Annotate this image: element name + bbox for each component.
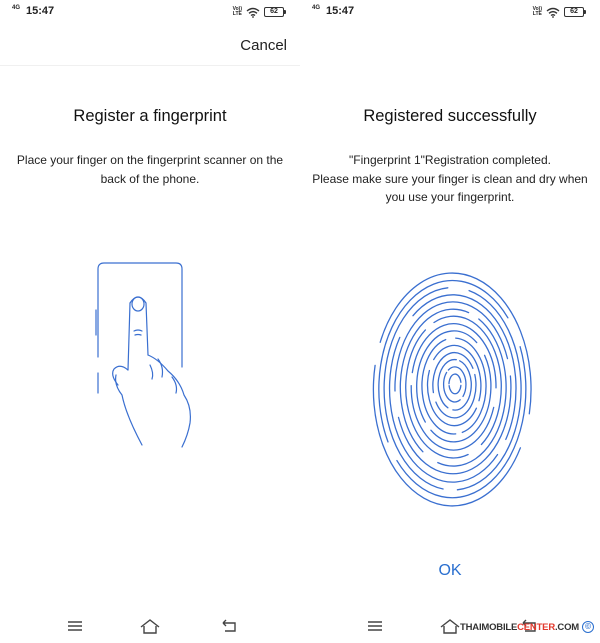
copyright-icon: © xyxy=(582,621,594,633)
back-icon[interactable] xyxy=(218,617,240,635)
home-icon[interactable] xyxy=(439,617,461,635)
battery-icon xyxy=(264,7,286,17)
watermark-part3: .COM xyxy=(554,621,579,633)
status-bar xyxy=(0,0,300,24)
page-title: Register a fingerprint xyxy=(73,107,227,125)
menu-icon[interactable] xyxy=(364,617,386,635)
success-message-line1: "Fingerprint 1"Registration completed. xyxy=(349,153,551,167)
instruction-text: Place your finger on the fingerprint scanner on the back of the phone. xyxy=(16,153,284,186)
volte-icon: Vo)) LTE xyxy=(232,6,242,17)
success-message-line2: Please make sure your finger is clean and dry when you use your fingerprint. xyxy=(312,171,588,204)
fingerprint-icon xyxy=(372,270,532,510)
top-bar xyxy=(0,24,300,66)
network-indicator: 4G xyxy=(312,5,321,11)
volte-icon: Vo)) LTE xyxy=(532,6,542,17)
registration-success-screen xyxy=(300,0,600,643)
status-bar xyxy=(300,0,600,24)
page-title: Registered successfully xyxy=(363,107,537,125)
battery-icon xyxy=(564,7,586,17)
ok-button[interactable]: OK xyxy=(438,562,462,579)
watermark xyxy=(460,621,594,633)
finger-on-phone-back-icon xyxy=(80,255,210,455)
navigation-bar xyxy=(0,611,300,643)
battery-level: 62 xyxy=(564,7,584,17)
wifi-icon xyxy=(246,7,260,18)
watermark-part1: THAIMOBILE xyxy=(460,621,518,633)
status-time: 15:47 xyxy=(326,5,355,17)
status-time: 15:47 xyxy=(26,5,55,17)
menu-icon[interactable] xyxy=(64,617,86,635)
success-message xyxy=(308,151,592,207)
network-indicator: 4G xyxy=(12,5,21,11)
battery-level: 62 xyxy=(264,7,284,17)
home-icon[interactable] xyxy=(139,617,161,635)
watermark-part2: CENTER xyxy=(517,621,555,633)
cancel-button[interactable]: Cancel xyxy=(240,37,287,54)
wifi-icon xyxy=(546,7,560,18)
